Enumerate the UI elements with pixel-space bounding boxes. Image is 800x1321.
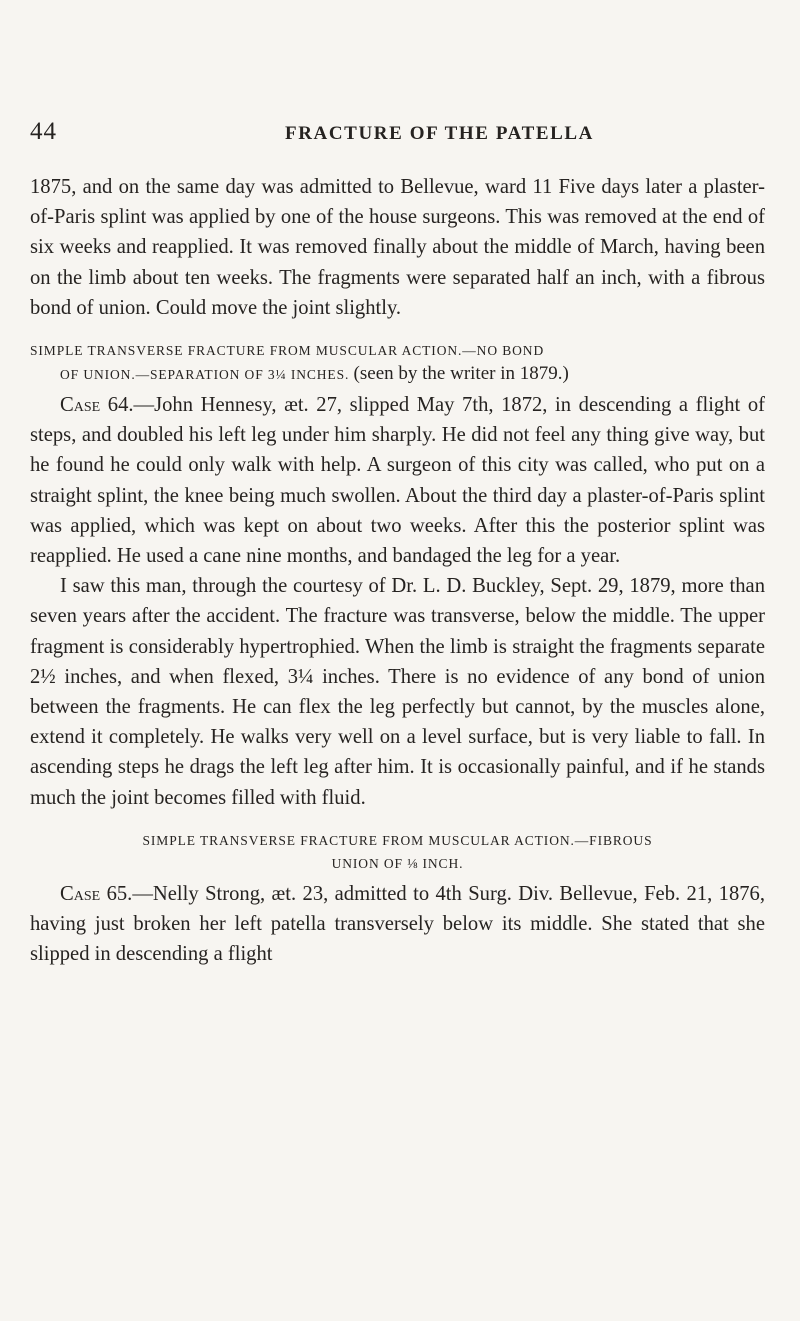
case-65-text: —Nelly Strong, æt. 23, admitted to 4th Surg. Div. Bellevue, Feb. 21, 1876, having just broken her left patella transversely below its middle. She stated that she slipped in descending a flight xyxy=(30,882,765,966)
section-heading-no-bond xyxy=(30,339,765,386)
body-text xyxy=(30,172,765,969)
running-title: FRACTURE OF THE PATELLA xyxy=(285,123,594,144)
section-heading-2-line2: UNION OF ⅛ INCH. xyxy=(331,855,464,871)
section-heading-line2-text: OF UNION.—SEPARATION OF 3¼ INCHES. xyxy=(60,367,350,383)
case-65-paragraph xyxy=(30,879,765,970)
case-64-paragraph xyxy=(30,390,765,571)
section-heading-line1: SIMPLE TRANSVERSE FRACTURE FROM MUSCULAR ACTION.—NO BOND xyxy=(30,343,545,359)
case-64-label: Case 64. xyxy=(60,394,134,417)
case-64-followup-paragraph: I saw this man, through the courtesy of Dr. L. D. Buckley, Sept. 29, 1879, more than seven years after the accident. The fracture was transverse, below the middle. The upper fragment is considerably hypertrophied. When the limb is straight the fragments separate 2½ inches, and when flexed, 3¼ inches. There is no evidence of any bond of union between the fragments. He can flex the leg perfectly but cannot, by the muscles alone, extend it completely. He walks very well on a level surface, but is very liable to fall. In ascending steps he drags the left leg after him. It is occasionally painful, and if he stands much the joint becomes filled with fluid. xyxy=(30,575,765,809)
section-heading-line2 xyxy=(30,362,765,386)
case-64-text: —John Hennesy, æt. 27, slipped May 7th, 1872, in descending a flight of steps, and doubled his left leg under him sharply. He did not feel any thing give way, but he found he could only walk with help. A surgeon of this city was called, who put on a straight splint, the knee being much swollen. About the third day a plaster-of-Paris splint was applied, which was kept on about two weeks. After this the posterior splint was reapplied. He used a cane nine months, and bandaged the leg for a year. xyxy=(30,394,766,568)
section-heading-aside: (seen by the writer in 1879.) xyxy=(353,363,569,385)
case-65-label: Case 65. xyxy=(60,882,133,905)
running-head xyxy=(30,118,770,148)
section-heading-2-line1: SIMPLE TRANSVERSE FRACTURE FROM MUSCULAR ACTION.—FIBROUS xyxy=(142,832,653,848)
page-number: 44 xyxy=(30,118,57,145)
section-heading-fibrous-union xyxy=(30,829,765,875)
paragraph-continued: 1875, and on the same day was admitted to Bellevue, ward 11 Five days later a plaster-of-Paris splint was applied by one of the house surgeons. This was removed at the end of six weeks and reapplied. It was removed finally about the middle of March, having been on the limb about ten weeks. The fragments were separated half an inch, with a fibrous bond of union. Could move the joint slightly. xyxy=(30,176,765,319)
